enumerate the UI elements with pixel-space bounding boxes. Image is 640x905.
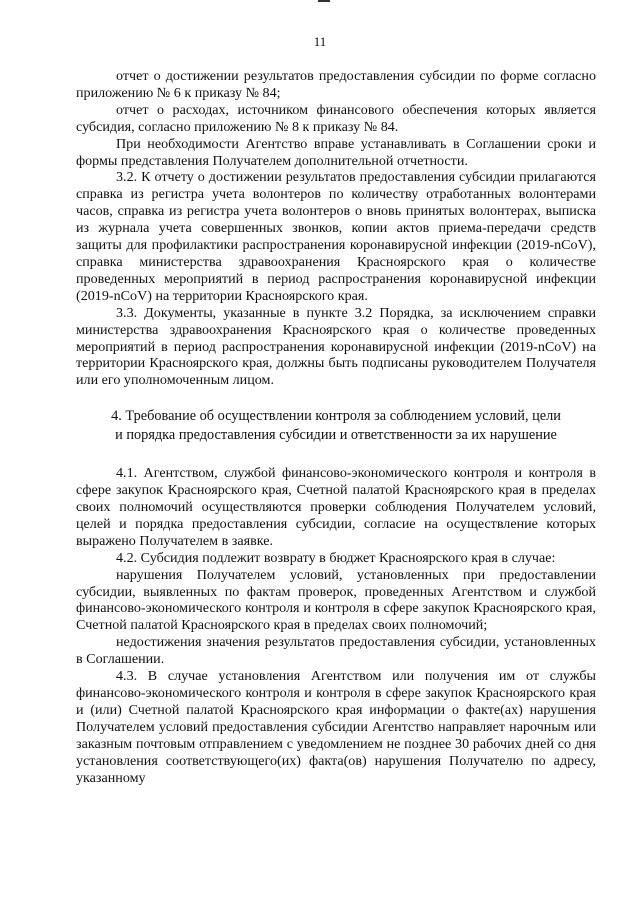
page-number: 11 (313, 34, 327, 49)
paragraph-4-2: 4.2. Субсидия подлежит возврату в бюджет Красноярского края в случае: (116, 549, 556, 566)
paragraph-4-1: 4.1. Агентством, службой финансово-экономического контроля и контроля в сфере закупок Красноярского края, Счетной палатой Красноярского края в пределах своих полномочий осуществляются проверки соблюдения Получателем условий, целей и порядка предоставления субсидии, согласие на осуществление которых выражено Получателем в заявке. (76, 465, 596, 549)
paragraph-3-2: 3.2. К отчету о достижении результатов предоставления субсидии прилагаются справка из регистра учета волонтеров по количеству отработанных волонтерами часов, справка из регистра учета волонтеров о вновь принятых волонтерах, выписка из журнала учета совершенных звонков, копии актов приема-передачи средств защиты для профилактики распространения коронавирусной инфекции (2019-nCoV), справка министерства здравоохранения Красноярского края о количестве проведенных мероприятий в период распространения коронавирусной инфекции (2019-nCoV) на территории Красноярского края. (76, 169, 596, 304)
section-4-heading-line-1: 4. Требование об осуществлении контроля за соблюдением условий, цели (111, 408, 561, 425)
paragraph-report-expenses: отчет о расходах, источником финансового обеспечения которых является субсидия, согласно приложению № 8 к приказу № 84. (76, 101, 596, 135)
paragraph-report-results-form: отчет о достижении результатов предоставления субсидии по форме согласно приложению № 6 к приказу № 84; (76, 68, 596, 101)
document-body (76, 68, 596, 786)
section-4-heading (76, 407, 596, 445)
paragraph-additional-reporting: При необходимости Агентство вправе устанавливать в Соглашении сроки и формы представления Получателем дополнительной отчетности. (76, 135, 596, 169)
top-edge-mark (318, 0, 330, 2)
paragraph-violation-conditions: нарушения Получателем условий, установленных при предоставлении субсидии, выявленных по фактам проверок, проведенных Агентством и службой финансово-экономического контроля и контроля в сфере закупок Красноярского края, Счетной палатой Красноярского края в пределах своих полномочий; (76, 566, 596, 634)
section-4-heading-line-2: и порядка предоставления субсидии и ответственности за их нарушение (115, 427, 557, 444)
paragraph-3-3: 3.3. Документы, указанные в пункте 3.2 Порядка, за исключением справки министерства здравоохранения Красноярского края о количестве проведенных мероприятий в период распространения коронавирусной инфекции (2019-nCoV) на территории Красноярского края, должны быть подписаны руководителем Получателя или его уполномоченным лицом. (76, 304, 596, 389)
paragraph-non-achievement: недостижения значения результатов предоставления субсидии, установленных в Соглашении. (76, 634, 596, 668)
paragraph-4-3: 4.3. В случае установления Агентством или получения им от службы финансово-экономического контроля и контроля в сфере закупок Красноярского края и (или) Счетной палатой Красноярского края информации о факте(ах) нарушения Получателем условий предоставления субсидии Агентство направляет нарочным или заказным почтовым отправлением с уведомлением не позднее 30 рабочих дней со дня установления соответствующего(их) факта(ов) нарушения Получателю по адресу, указанному (76, 668, 596, 786)
